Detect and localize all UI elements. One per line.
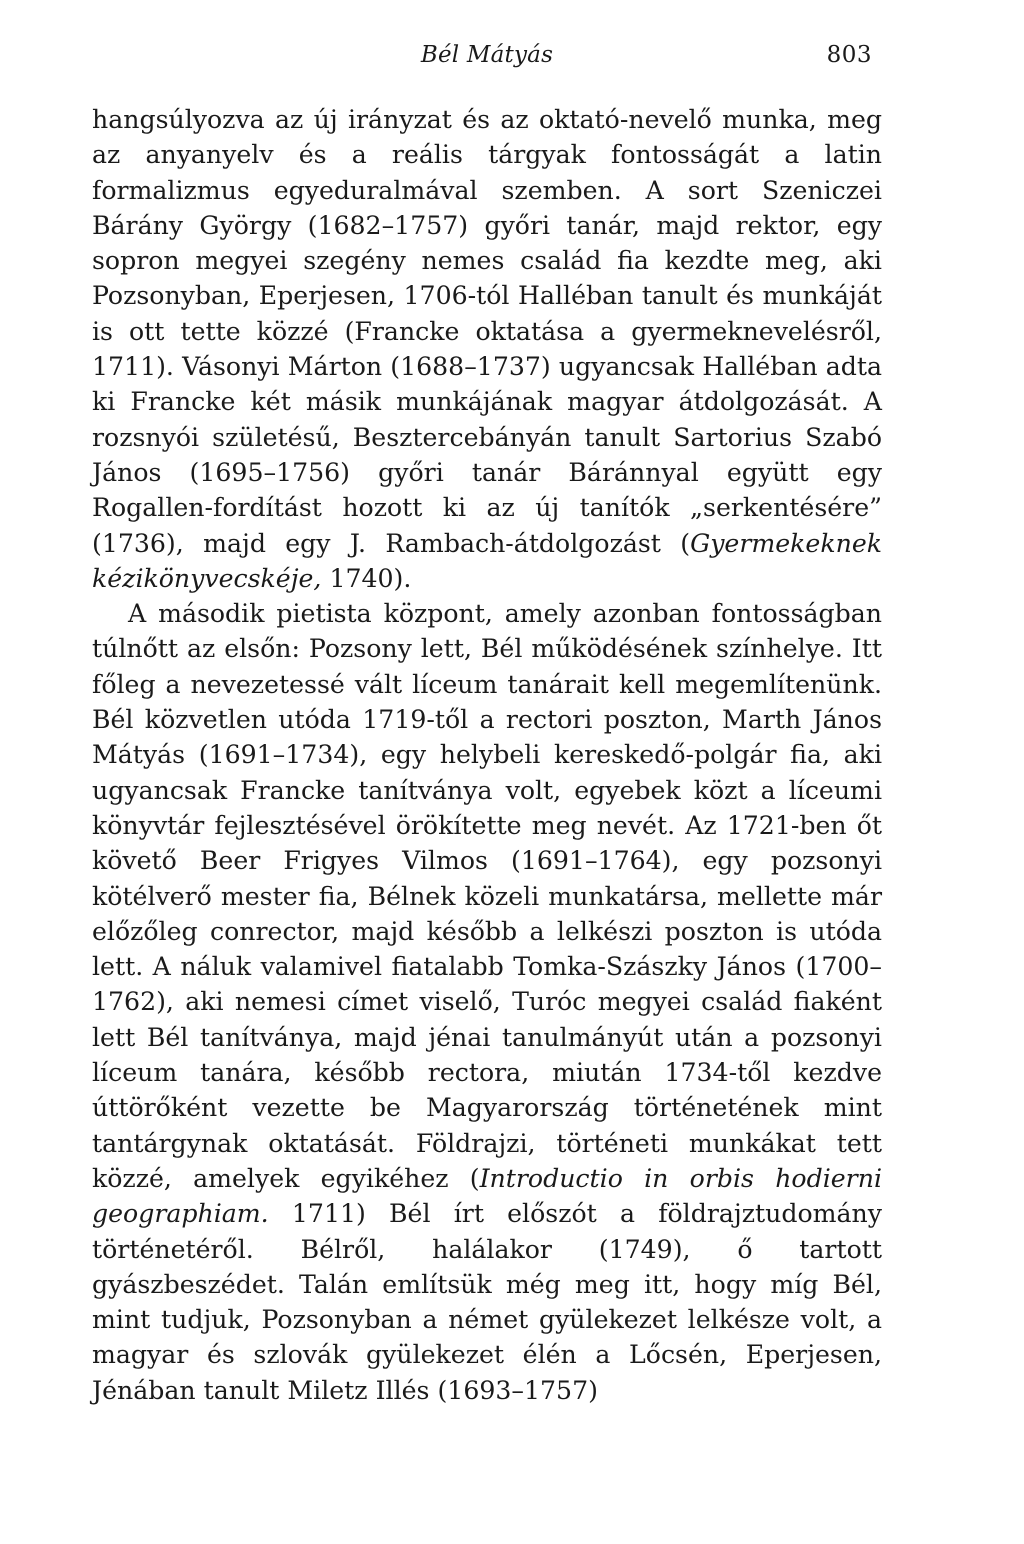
body-text: [92, 102, 882, 1408]
paragraph-2-tail: 1711) Bél írt előszót a földrajztudomány történetéről. Bélről, halálakor (1749), ő tartott gyászbeszédet. Talán említsük még meg itt, hogy míg Bél, mint tudjuk, Pozsonyban a német gyülekezet lelkésze volt, a magyar és szlovák gyülekezet élén a Lőcsén, Eperjesen, Jénában tanult Miletz Illés (1693–1757): [92, 1199, 882, 1405]
book-page: [92, 36, 882, 1408]
book-title-gyermekeknek: Gyermekeknek kézikönyvecskéje,: [92, 528, 882, 593]
paragraph-2: [92, 596, 882, 1408]
running-header: [92, 36, 882, 76]
paragraph-1: [92, 102, 882, 596]
paragraph-1-text: hangsúlyozva az új irányzat és az oktató-nevelő munka, meg az anyanyelv és a reális tárgyak fontosságát a latin formalizmus egyeduralmával szemben. A sort Szeniczei Bárány György (1682–1757) győri tanár, majd rektor, egy sopron megyei szegény nemes család fia kezdte meg, aki Pozsonyban, Eperjesen, 1706-tól Halléban tanult és munkáját is ott tette közzé (Francke oktatása a gyermeknevelésről, 1711). Vásonyi Márton (1688–1737) ugyancsak Halléban adta ki Francke két másik munkájának magyar átdolgozását. A rozsnyói születésű, Besztercebányán tanult Sartorius Szabó János (1695–1756) győri tanár Báránnyal együtt egy Rogallen-fordítást hozott ki az új tanítók „serkentésére” (1736), majd egy J. Rambach-átdolgozást (: [92, 105, 882, 558]
book-title-introductio: Introductio in orbis hodierni geographiam.: [92, 1163, 882, 1229]
paragraph-2-text: A második pietista központ, amely azonban fontosságban túlnőtt az elsőn: Pozsony lett, Bél működésének színhelye. Itt főleg a nevezetessé vált líceum tanárait kell megemlítenünk. Bél közvetlen utóda 1719-től a rectori poszton, Marth János Mátyás (1691–1734), egy helybeli kereskedő-polgár fia, aki ugyancsak Francke tanítványa volt, egyebek közt a líceumi könyvtár fejlesztésével örökítette meg nevét. Az 1721-ben őt követő Beer Frigyes Vilmos (1691–1764), egy pozsonyi kötélverő mester fia, Bélnek közeli munkatársa, mellette már előzőleg conrector, majd később a lelkészi poszton is utóda lett. A náluk valamivel fiatalabb Tomka-Szászky János (1700–1762), aki nemesi címet viselő, Turóc megyei család fiaként lett Bél tanítványa, majd jénai tanulmányút után a pozsonyi líceum tanára, később rectora, miután 1734-től kezdve úttörőként vezette be Magyarország történetének mint tantárgynak oktatását. Földrajzi, történeti munkákat tett közzé, amelyek egyikéhez (: [92, 599, 882, 1193]
page-number: 803: [826, 42, 872, 68]
running-title: Bél Mátyás: [420, 42, 554, 68]
paragraph-1-tail: 1740).: [321, 563, 412, 593]
